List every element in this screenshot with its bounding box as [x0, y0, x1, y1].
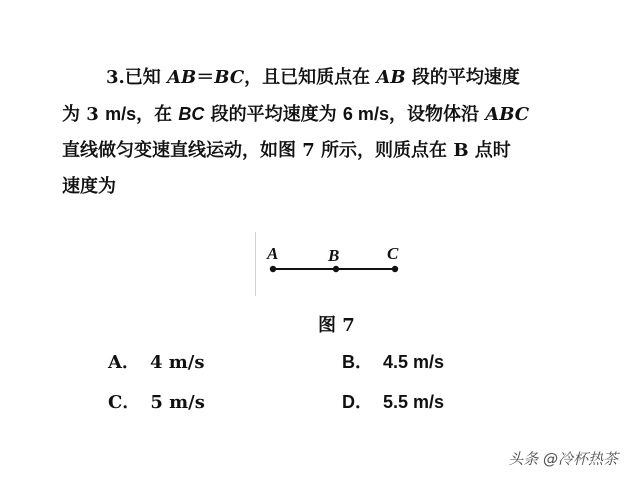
- point-c-dot: [392, 266, 398, 272]
- point-c-label: C: [387, 244, 399, 263]
- question-text: [62, 60, 602, 205]
- answer-options: [108, 348, 528, 420]
- figure-7: [255, 232, 415, 296]
- point-a-label: A: [267, 244, 279, 263]
- question-line-4: 速度为: [62, 176, 116, 197]
- point-a-dot: [270, 266, 276, 272]
- option-c[interactable]: C． 5 m/s: [108, 392, 205, 413]
- question-line-1: 3.已知 AB＝BC，且已知质点在 AB 段的平均速度: [106, 67, 520, 88]
- question-number: 3.: [106, 67, 125, 88]
- point-b-label: B: [328, 246, 340, 265]
- option-d[interactable]: D． 5.5 m/s: [342, 392, 445, 412]
- option-b[interactable]: B． 4.5 m/s: [342, 352, 445, 372]
- figure-caption: 图 7: [318, 315, 355, 336]
- question-line-3: 直线做匀变速直线运动，如图 7 所示，则质点在 B 点时: [62, 140, 511, 161]
- question-line-2: 为 3 m/s，在 BC 段的平均速度为 6 m/s，设物体沿 ABC: [62, 104, 530, 125]
- watermark: 头条 @冷杯热茶: [508, 450, 618, 468]
- point-b-dot: [333, 266, 339, 272]
- option-a[interactable]: A． 4 m/s: [108, 352, 205, 373]
